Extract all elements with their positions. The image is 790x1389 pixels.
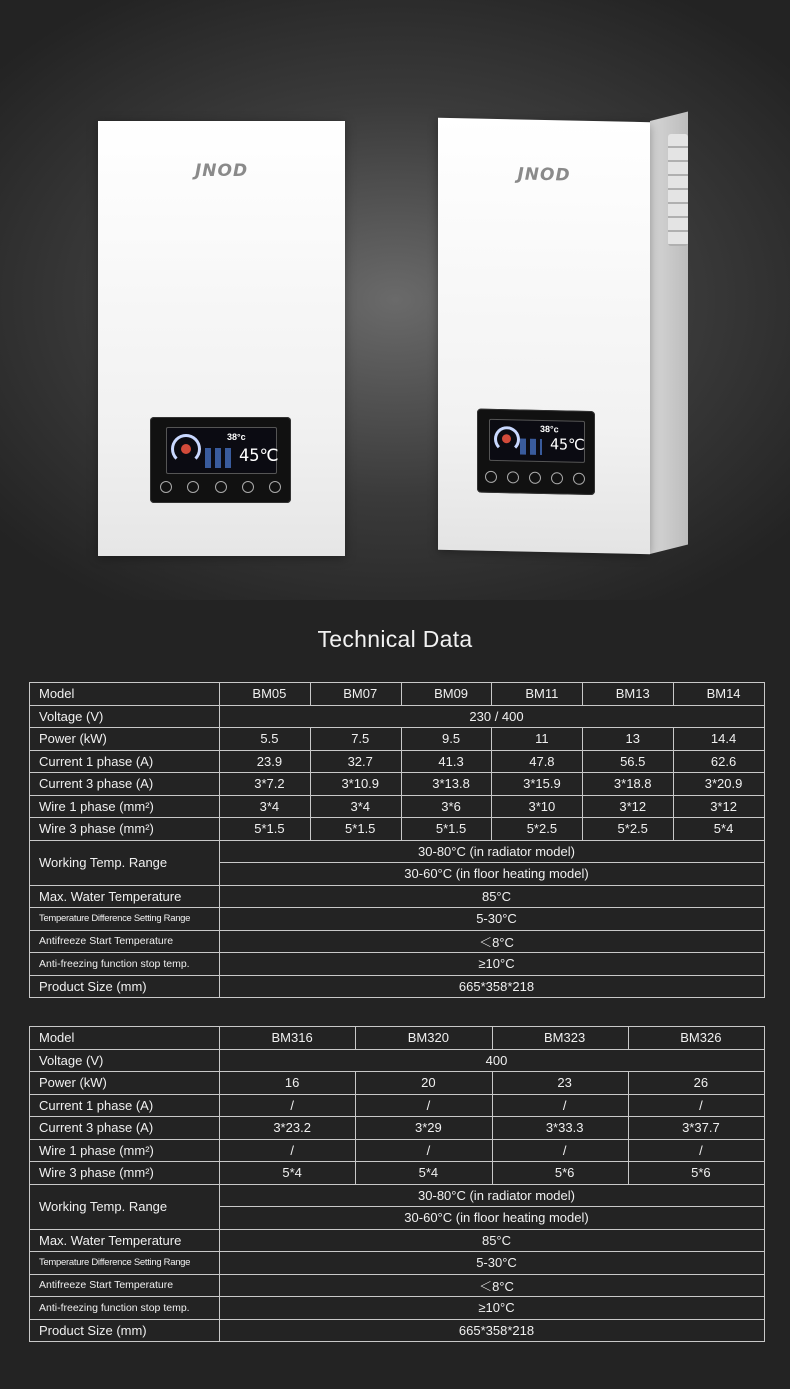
table-row [30, 1319, 765, 1342]
table-cell: 3*10.9 [310, 773, 401, 796]
table-cell: 14.4 [674, 728, 765, 751]
table-cell: 400 [220, 1049, 765, 1072]
row-label: Working Temp. Range [30, 1184, 220, 1229]
table-cell: ≥10°C [220, 953, 765, 976]
model-cell: BM320 [356, 1027, 492, 1050]
row-label: Anti-freezing function stop temp. [30, 953, 220, 976]
table-cell: 47.8 [492, 750, 583, 773]
table-row [30, 683, 765, 706]
table-row [30, 795, 765, 818]
table-row [30, 750, 765, 773]
spec-table-three-phase [29, 1026, 765, 1342]
row-label: Voltage (V) [30, 705, 220, 728]
row-label: Model [30, 683, 220, 706]
row-label: Model [30, 1027, 220, 1050]
row-label: Max. Water Temperature [30, 1229, 220, 1252]
page-title: Technical Data [317, 626, 473, 652]
table-row [30, 1139, 765, 1162]
table-cell: 16 [220, 1072, 356, 1095]
down-icon [551, 472, 563, 484]
panel-buttons [485, 471, 585, 485]
table-cell: / [356, 1139, 492, 1162]
table-cell: 3*20.9 [674, 773, 765, 796]
table-row [30, 1162, 765, 1185]
row-label: Power (kW) [30, 728, 220, 751]
row-label: Temperature Difference Setting Range [30, 1252, 220, 1275]
row-label: Wire 3 phase (mm²) [30, 818, 220, 841]
table-cell: 5*6 [492, 1162, 628, 1185]
brand-logo: JNOD [517, 164, 571, 186]
model-cell: BM323 [492, 1027, 628, 1050]
table-cell: 5*1.5 [310, 818, 401, 841]
table-cell: 5*4 [356, 1162, 492, 1185]
table-cell: ＜8°C [220, 1274, 765, 1297]
row-label: Current 1 phase (A) [30, 1094, 220, 1117]
model-cell: BM11 [492, 683, 583, 706]
table-cell: 41.3 [401, 750, 492, 773]
row-label: Product Size (mm) [30, 975, 220, 998]
table-cell: 3*29 [356, 1117, 492, 1140]
table-cell: 5*2.5 [583, 818, 674, 841]
row-label: Wire 1 phase (mm²) [30, 1139, 220, 1162]
table-cell: 30-80°C (in radiator model) [220, 1184, 765, 1207]
table-cell: 62.6 [674, 750, 765, 773]
table-cell: 3*6 [401, 795, 492, 818]
table-cell: 23.9 [220, 750, 311, 773]
table-row [30, 1184, 765, 1207]
table-cell: 13 [583, 728, 674, 751]
row-label: Antifreeze Start Temperature [30, 930, 220, 953]
mode-icon [269, 481, 281, 493]
table-row [30, 1252, 765, 1275]
model-cell: BM07 [310, 683, 401, 706]
model-cell: BM09 [401, 683, 492, 706]
table-cell: 9.5 [401, 728, 492, 751]
table-cell: / [628, 1139, 764, 1162]
model-cell: BM13 [583, 683, 674, 706]
table-cell: 3*4 [220, 795, 311, 818]
down-icon [242, 481, 254, 493]
table-cell: 32.7 [310, 750, 401, 773]
table-row [30, 840, 765, 863]
table-row [30, 728, 765, 751]
table-cell: 5*6 [628, 1162, 764, 1185]
row-label: Max. Water Temperature [30, 885, 220, 908]
table-row [30, 705, 765, 728]
table-cell: 7.5 [310, 728, 401, 751]
model-cell: BM14 [674, 683, 765, 706]
table-cell: 3*12 [674, 795, 765, 818]
brand-logo: JNOD [194, 161, 249, 181]
up-icon [215, 481, 227, 493]
menu-icon [187, 481, 199, 493]
row-label: Anti-freezing function stop temp. [30, 1297, 220, 1320]
row-label: Product Size (mm) [30, 1319, 220, 1342]
table-row [30, 773, 765, 796]
status-icons [520, 438, 542, 454]
setpoint-readout: 38°c [227, 432, 246, 442]
row-label: Current 1 phase (A) [30, 750, 220, 773]
table-cell: 3*10 [492, 795, 583, 818]
table-cell: / [220, 1139, 356, 1162]
table-cell: ＜8°C [220, 930, 765, 953]
table-cell: 3*23.2 [220, 1117, 356, 1140]
table-cell: 26 [628, 1072, 764, 1095]
gauge-icon [171, 434, 201, 464]
setpoint-readout: 38°c [540, 423, 559, 435]
table-cell: 5-30°C [220, 1252, 765, 1275]
temperature-readout: 45℃ [550, 435, 585, 454]
row-label: Current 3 phase (A) [30, 773, 220, 796]
table-cell: / [492, 1139, 628, 1162]
table-cell: 5*1.5 [220, 818, 311, 841]
power-icon [160, 481, 172, 493]
up-icon [529, 472, 541, 484]
table-cell: 3*12 [583, 795, 674, 818]
gauge-icon [494, 426, 520, 453]
row-label: Power (kW) [30, 1072, 220, 1095]
table-cell: 3*33.3 [492, 1117, 628, 1140]
table-cell: 5*4 [220, 1162, 356, 1185]
table-cell: 11 [492, 728, 583, 751]
table-cell: 5*1.5 [401, 818, 492, 841]
temperature-readout: 45℃ [239, 446, 279, 466]
table-cell: 3*37.7 [628, 1117, 764, 1140]
table-row [30, 930, 765, 953]
table-cell: 3*4 [310, 795, 401, 818]
table-cell: 3*15.9 [492, 773, 583, 796]
table-row [30, 1027, 765, 1050]
table-cell: 5.5 [220, 728, 311, 751]
table-row [30, 1117, 765, 1140]
row-label: Current 3 phase (A) [30, 1117, 220, 1140]
table-cell: 20 [356, 1072, 492, 1095]
panel-buttons [160, 481, 281, 493]
table-cell: 3*18.8 [583, 773, 674, 796]
table-cell: 30-60°C (in floor heating model) [220, 863, 765, 886]
row-label: Antifreeze Start Temperature [30, 1274, 220, 1297]
row-label: Temperature Difference Setting Range [30, 908, 220, 931]
table-cell: 3*13.8 [401, 773, 492, 796]
table-cell: 665*358*218 [220, 1319, 765, 1342]
table-cell: 5*2.5 [492, 818, 583, 841]
row-label: Working Temp. Range [30, 840, 220, 885]
table-row [30, 818, 765, 841]
power-icon [485, 471, 497, 483]
mode-icon [573, 473, 585, 485]
control-panel [150, 417, 291, 503]
table-row [30, 1049, 765, 1072]
model-cell: BM326 [628, 1027, 764, 1050]
menu-icon [507, 471, 519, 483]
table-row [30, 953, 765, 976]
table-row [30, 885, 765, 908]
row-label: Wire 1 phase (mm²) [30, 795, 220, 818]
table-cell: 85°C [220, 1229, 765, 1252]
table-row [30, 975, 765, 998]
table-cell: 30-60°C (in floor heating model) [220, 1207, 765, 1230]
table-cell: ≥10°C [220, 1297, 765, 1320]
table-row [30, 1094, 765, 1117]
boiler-side-ports [668, 134, 688, 246]
table-cell: 3*7.2 [220, 773, 311, 796]
table-cell: 5*4 [674, 818, 765, 841]
boiler-front-image [98, 121, 345, 556]
spec-table-single-three-phase [29, 682, 765, 998]
table-cell: 5-30°C [220, 908, 765, 931]
table-cell: 56.5 [583, 750, 674, 773]
control-panel [477, 409, 595, 495]
boiler-angled-image [438, 118, 650, 554]
table-cell: 30-80°C (in radiator model) [220, 840, 765, 863]
model-cell: BM316 [220, 1027, 356, 1050]
product-hero [0, 0, 790, 600]
table-row [30, 908, 765, 931]
table-cell: / [628, 1094, 764, 1117]
lcd-screen [166, 427, 277, 474]
table-row [30, 1229, 765, 1252]
row-label: Wire 3 phase (mm²) [30, 1162, 220, 1185]
table-cell: 85°C [220, 885, 765, 908]
table-cell: / [492, 1094, 628, 1117]
table-cell: / [220, 1094, 356, 1117]
table-row [30, 1072, 765, 1095]
table-cell: 665*358*218 [220, 975, 765, 998]
table-cell: 23 [492, 1072, 628, 1095]
table-cell: 230 / 400 [220, 705, 765, 728]
model-cell: BM05 [220, 683, 311, 706]
lcd-screen [489, 419, 585, 463]
status-icons [205, 448, 233, 468]
table-row [30, 1274, 765, 1297]
row-label: Voltage (V) [30, 1049, 220, 1072]
table-cell: / [356, 1094, 492, 1117]
table-row [30, 1297, 765, 1320]
